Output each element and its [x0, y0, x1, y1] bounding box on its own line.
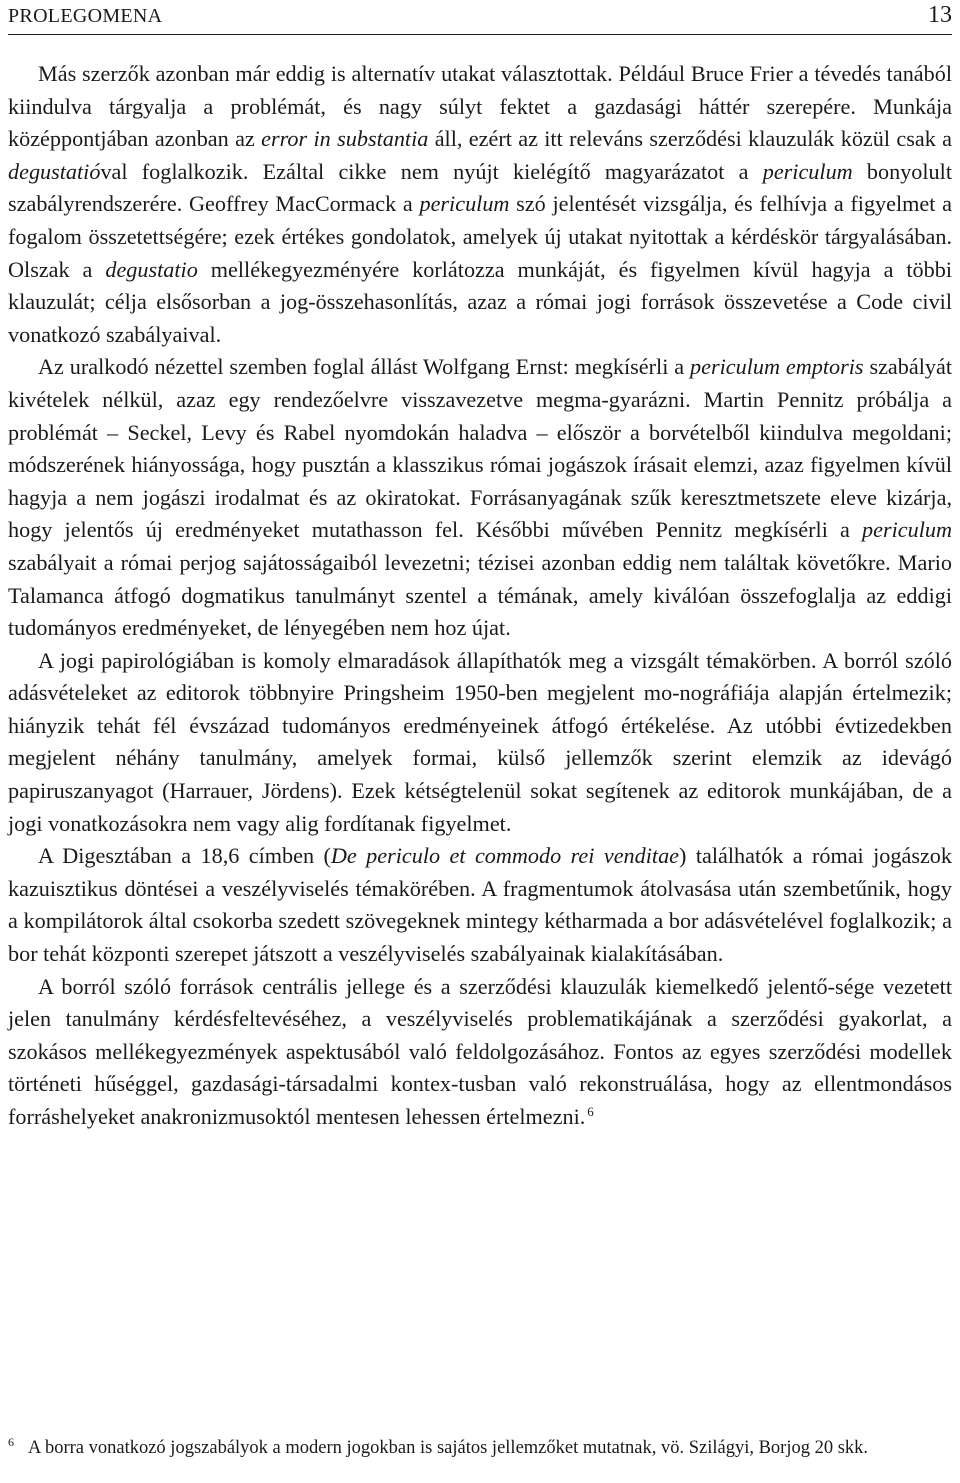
- text-run: A Digesztában a 18,6 címben (: [38, 843, 331, 869]
- main-text: [8, 58, 952, 1134]
- running-header: [8, 2, 952, 35]
- paragraph: [8, 351, 952, 644]
- text-run: ) találhatók a római jogászok kazuisztikus döntései a veszélyviselés témakörében. A fragmentumok átolvasása után szembetűnik, hogy a kompilátorok által csokorba szedett szövegeknek mintegy kétharmada a bor adásvételével foglalkozik; a bor tehát központi szerepet játszott a veszélyviselés szabályainak kialakításában.: [8, 843, 952, 967]
- text-run: szabályait a római perjog sajátosságaiból levezetni; tézisei azonban eddig nem találtak követőkre. Mario Talamanca átfogó dogmatikus tanulmányt szentel a témának, amely kiválóan összefoglalja az eddigi tudományos eredményeket, de lényegében nem hoz újat.: [8, 549, 952, 641]
- text-run: szabályát kivételek nélkül, azaz egy rendezőelvre visszavezetve megma-gyarázni. Martin Pennitz próbálja a problémát – Seckel, Levy és Rabel nyomdokán haladva – először a borvételből kiindulva megoldani; módszerének hiányossága, hogy pusztán a klasszikus római jogászok írásait elemzi, azaz figyelmen kívül hagyja a nem jogászi irodalmat és az okiratokat. Forrásanyagának szűk keresztmetszete eleve kizárja, hogy jelentős új eredményeket mutathasson fel. Későbbi művében Pennitz megkísérli a: [8, 354, 952, 543]
- italic-term: periculum: [762, 158, 853, 184]
- italic-term: periculum: [862, 517, 952, 543]
- paragraph: [8, 971, 952, 1134]
- page-number: 13: [928, 2, 952, 28]
- footnote: 6 A borra vonatkozó jogszabályok a modern jogokban is sajátos jellemzőket mutatnak, vö. Szilágyi, Borjog 20 skk.: [8, 1435, 869, 1458]
- text-run: szó jelentését vizsgálja, és felhívja a figyelmet a fogalom összetettségére; ezek értékes gondolatok, amelyek új utakat nyitottak a kérdéskör tárgyalásában. Olszak a: [8, 191, 952, 282]
- text-run: mellékegyezményére korlátozza munkáját, és figyelmen kívül hagyja a többi klauzulát; célja elsősorban a jog-összehasonlítás, azaz a római jogi források összevetése a Code civil vonatkozó szabályaival.: [8, 256, 952, 347]
- paragraph: [8, 840, 952, 970]
- italic-term: periculum: [419, 191, 510, 217]
- paragraph: [8, 645, 952, 841]
- text-run: Az uralkodó nézettel szemben foglal állást Wolfgang Ernst: megkísérli a: [38, 354, 691, 380]
- footnote-text: A borra vonatkozó jogszabályok a modern jogokban is sajátos jellemzőket mutatnak, vö. Szilágyi, Borjog 20 skk.: [28, 1438, 869, 1458]
- italic-term: error in substantia: [261, 126, 429, 152]
- text-run: bonyolult szabályrendszerére. Geoffrey MacCormack a: [8, 158, 952, 217]
- footnote-reference: 6: [587, 1104, 594, 1119]
- text-run: val foglalkozik. Ezáltal cikke nem nyújt kielégítő magyarázatot a: [100, 158, 763, 184]
- italic-term: degustatio: [105, 256, 198, 282]
- italic-term: De periculo et commodo rei venditae: [330, 843, 680, 869]
- paragraph: [8, 58, 952, 351]
- running-title: PROLEGOMENA: [8, 5, 163, 27]
- text-run: Más szerzők azonban már eddig is alternatív utakat választottak. Például Bruce Frier a tévedés tanából kiindulva tárgyalja a problémát, és nagy súlyt fektet a gazdasági háttér szerepére. Munkája középpontjában azonban az: [8, 61, 952, 152]
- text-run: A jogi papirológiában is komoly elmaradások állapíthatók meg a vizsgált témakörben. A borról szóló adásvételeket az editorok többnyire Pringsheim 1950-ben megjelent mo-nográfiája alapján értelmezik; hiányzik tehát fél évszázad tudományos eredményeinek átfogó értékelése. Az utóbbi évtizedekben megjelent néhány tanulmány, amelyek formai, külső jellemzők szerint elemzik az idevágó papiruszanyagot (Harrauer, Jördens). Ezek kétségtelenül sokat segítenek az editorok munkájában, de a jogi vonatkozásokra nem vagy alig fordítanak figyelmet.: [8, 647, 952, 836]
- italic-term: degustatió: [8, 158, 101, 184]
- text-run: áll, ezért az itt releváns szerződési klauzulák közül csak a: [428, 126, 952, 152]
- footnotes: [8, 1436, 952, 1460]
- italic-term: periculum emptoris: [690, 354, 864, 380]
- text-run: A borról szóló források centrális jellege és a szerződési klauzulák kiemelkedő jelentő-sége vezetett jelen tanulmány kérdésfeltevéséhez, a veszélyviselés problematikájának a szerződési gyakorlat, a szokásos mellékegyezmények aspektusából való feldolgozásához. Fontos az egyes szerződési modellek történeti hűséggel, gazdasági-társadalmi kontex-tusban való rekonstruálása, hogy az ellentmondásos forráshelyeket anakronizmusoktól mentesen lehessen értelmezni.: [8, 973, 952, 1129]
